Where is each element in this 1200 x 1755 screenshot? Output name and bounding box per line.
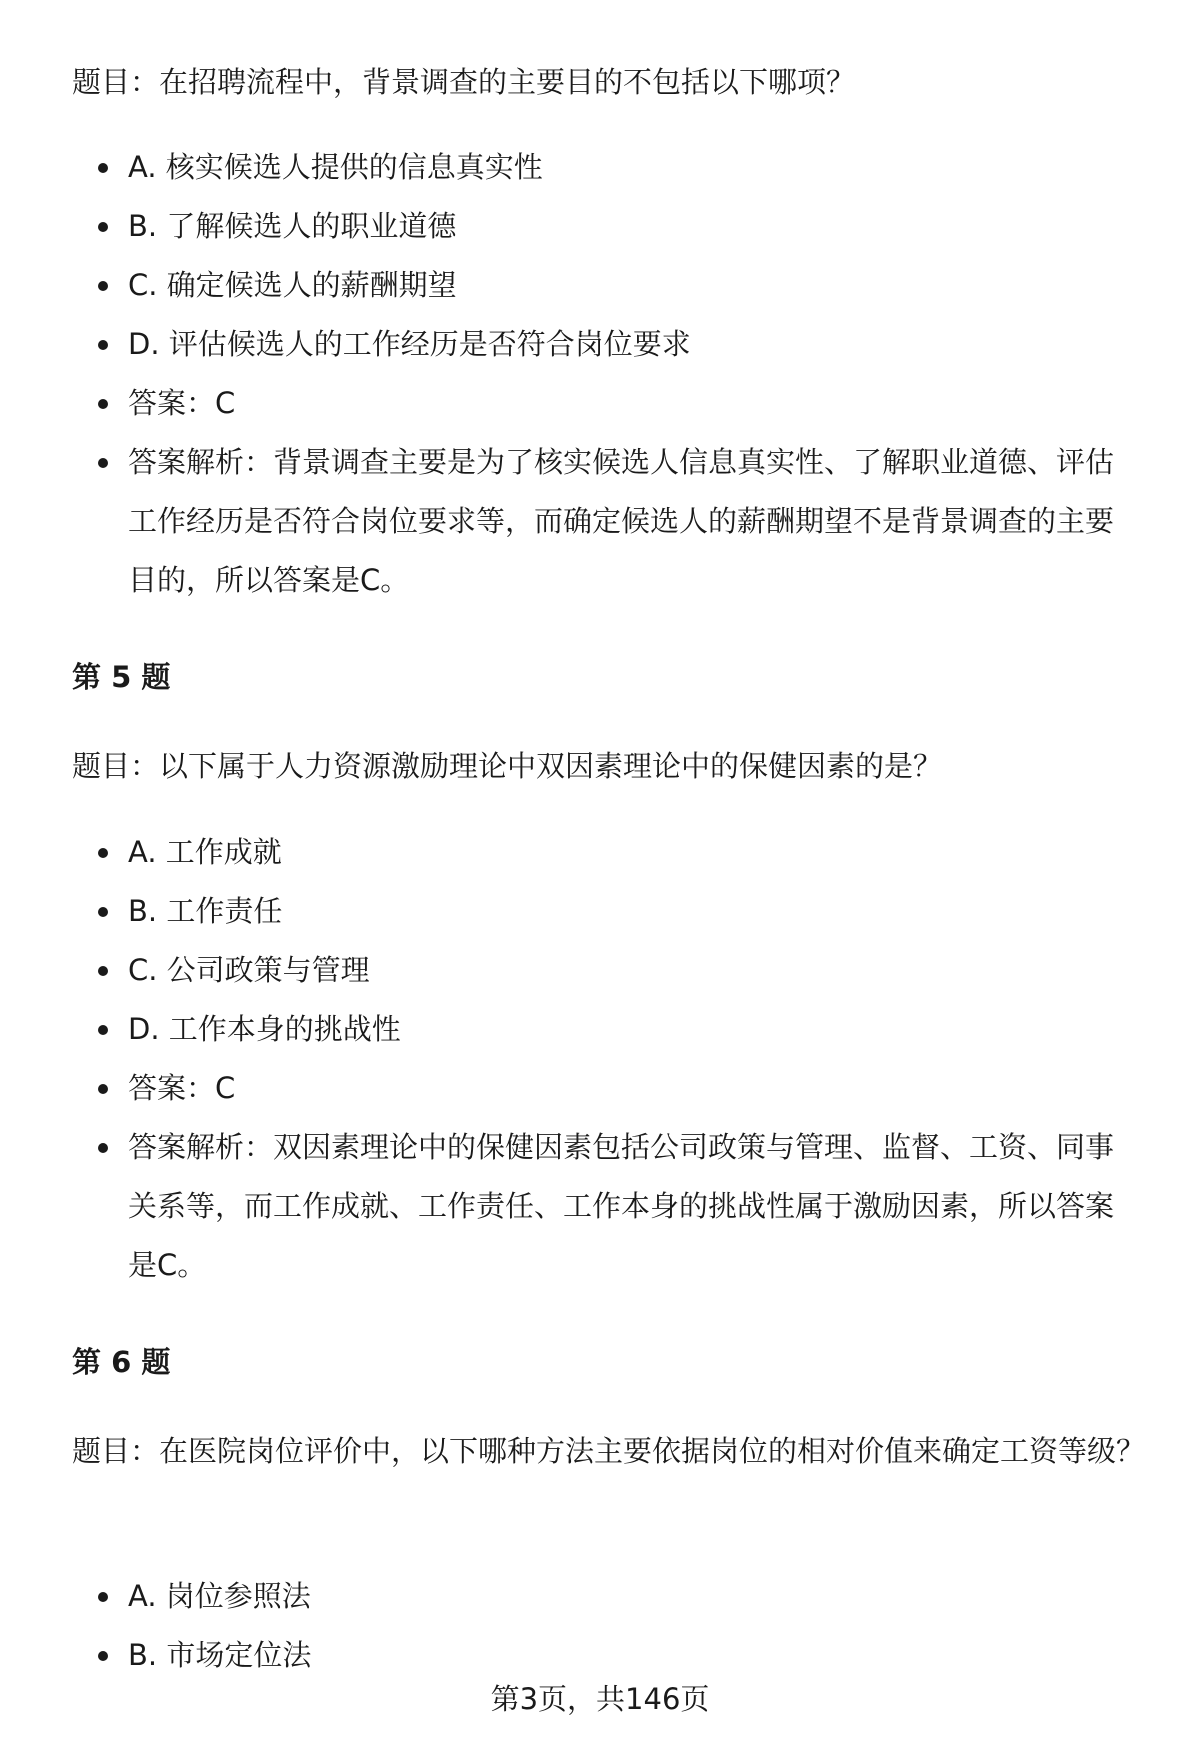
option-a: A. 核实候选人提供的信息真实性 [0,138,1200,197]
page-number: 第3页，共146页 [490,1682,710,1716]
answer-list [0,138,1200,610]
option-b: B. 工作责任 [0,882,1200,941]
question-text: 题目：以下属于人力资源激励理论中双因素理论中的保健因素的是？ [72,749,943,783]
answer-explanation: 答案解析：双因素理论中的保健因素包括公司政策与管理、监督、工资、同事关系等，而工作成就、工作责任、工作本身的挑战性属于激励因素，所以答案是C。 [0,1118,1200,1295]
question-heading: 第 6 题 [72,1345,171,1379]
option-a: A. 工作成就 [0,823,1200,882]
option-a: A. 岗位参照法 [0,1567,1200,1626]
answer: 答案：C [0,1059,1200,1118]
answer: 答案：C [0,374,1200,433]
option-d: D. 评估候选人的工作经历是否符合岗位要求 [0,315,1200,374]
question-text: 题目：在医院岗位评价中，以下哪种方法主要依据岗位的相对价值来确定工资等级？ [72,1434,1146,1468]
question-heading: 第 5 题 [72,660,171,694]
option-d: D. 工作本身的挑战性 [0,1000,1200,1059]
option-b: B. 了解候选人的职业道德 [0,197,1200,256]
answer-explanation: 答案解析：背景调查主要是为了核实候选人信息真实性、了解职业道德、评估工作经历是否符合岗位要求等，而确定候选人的薪酬期望不是背景调查的主要目的，所以答案是C。 [0,433,1200,610]
question-text: 题目：在招聘流程中，背景调查的主要目的不包括以下哪项？ [72,65,856,99]
option-b: B. 市场定位法 [0,1626,1200,1685]
answer-list [0,1567,1200,1685]
answer-list [0,823,1200,1295]
option-c: C. 确定候选人的薪酬期望 [0,256,1200,315]
option-c: C. 公司政策与管理 [0,941,1200,1000]
